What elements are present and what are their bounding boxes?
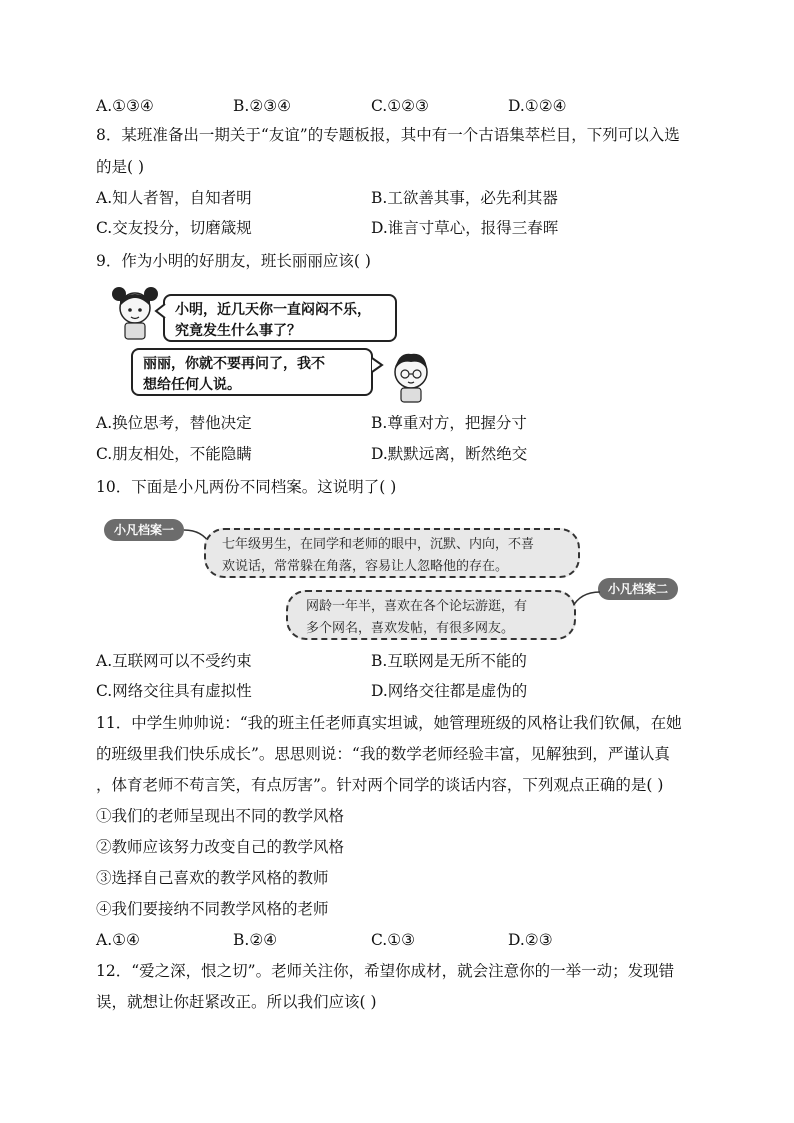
file-one-line1: 七年级男生，在同学和老师的眼中，沉默、内向，不喜 xyxy=(222,537,535,552)
q11-line2: 的班级里我们快乐成长”。思思则说：“我的数学老师经验丰富，见解独到，严谨认真 xyxy=(96,745,670,763)
q10-option-a[interactable]: A.互联网可以不受约束 xyxy=(96,652,252,670)
q9-stem: 9．作为小明的好朋友，班长丽丽应该( ) xyxy=(96,252,371,270)
q11-option-b[interactable]: B.②④ xyxy=(233,931,278,949)
q9-option-d[interactable]: D.默默远离，断然绝交 xyxy=(371,445,528,463)
q8-option-c[interactable]: C.交友投分，切磨箴规 xyxy=(96,219,252,237)
speech-bubble-lili xyxy=(163,294,397,342)
q11-option-d[interactable]: D.②③ xyxy=(508,931,553,949)
file-one-line2: 欢说话，常常躲在角落，容易让人忽略他的存在。 xyxy=(222,559,509,574)
q8-option-b[interactable]: B.工欲善其事，必先利其器 xyxy=(371,189,558,207)
q8-stem-line1: 8．某班准备出一期关于“友谊”的专题板报，其中有一个古语集萃栏目，下列可以入选 xyxy=(96,126,680,144)
girl-character-icon xyxy=(110,286,160,342)
q10-stem: 10．下面是小凡两份不同档案。这说明了( ) xyxy=(96,478,397,496)
q10-option-b[interactable]: B.互联网是无所不能的 xyxy=(371,652,527,670)
bubble-lili-tail xyxy=(156,304,166,318)
file-two-line1: 网龄一年半，喜欢在各个论坛游逛，有 xyxy=(306,599,528,614)
q7-option-c[interactable]: C.①②③ xyxy=(371,97,429,115)
q12-line2: 误，就想让你赶紧改正。所以我们应该( ) xyxy=(96,993,377,1011)
q11-item-3: ③选择自己喜欢的教学风格的教师 xyxy=(96,869,329,887)
bubble-lili-line2: 究竟发生什么事了？ xyxy=(175,323,301,339)
q11-item-4: ④我们要接纳不同教学风格的老师 xyxy=(96,900,329,918)
speech-bubble-xiaoming xyxy=(131,348,373,396)
bubble-xiaoming-line2: 想给任何人说。 xyxy=(143,377,241,393)
q8-option-d[interactable]: D.谁言寸草心，报得三春晖 xyxy=(371,219,559,237)
q7-option-d[interactable]: D.①②④ xyxy=(508,97,567,115)
q8-stem-line2: 的是( ) xyxy=(96,158,145,176)
q7-option-a[interactable]: A.①③④ xyxy=(96,97,154,115)
q11-line3: ，体育老师不苟言笑，有点厉害”。针对两个同学的谈话内容，下列观点正确的是( ) xyxy=(96,776,664,794)
file-two-line2: 多个网名，喜欢发帖，有很多网友。 xyxy=(306,621,515,636)
bubble-lili-line1: 小明，近几天你一直闷闷不乐， xyxy=(175,302,371,318)
q7-option-b[interactable]: B.②③④ xyxy=(233,97,292,115)
q10-option-d[interactable]: D.网络交往都是虚伪的 xyxy=(371,682,528,700)
q9-option-c[interactable]: C.朋友相处，不能隐瞒 xyxy=(96,445,252,463)
bubble-xiaoming-line1: 丽丽，你就不要再问了，我不 xyxy=(143,356,325,372)
q11-option-a[interactable]: A.①④ xyxy=(96,931,140,949)
q11-item-1: ①我们的老师呈现出不同的教学风格 xyxy=(96,807,345,825)
bubble-xiaoming-tail xyxy=(371,358,383,372)
file-two-box xyxy=(286,590,576,640)
file-one-box xyxy=(204,528,580,578)
q11-line1: 11．中学生帅帅说：“我的班主任老师真实坦诚，她管理班级的风格让我们钦佩，在她 xyxy=(96,714,682,732)
q11-item-2: ②教师应该努力改变自己的教学风格 xyxy=(96,838,345,856)
q9-option-b[interactable]: B.尊重对方，把握分寸 xyxy=(371,414,527,432)
boy-character-icon xyxy=(388,350,434,404)
file-one-tag: 小凡档案一 xyxy=(104,519,184,541)
q12-line1: 12．“爱之深，恨之切”。老师关注你，希望你成材，就会注意你的一举一动；发现错 xyxy=(96,962,675,980)
q10-option-c[interactable]: C.网络交往具有虚拟性 xyxy=(96,682,252,700)
file-two-tag: 小凡档案二 xyxy=(598,578,678,600)
q8-option-a[interactable]: A.知人者智，自知者明 xyxy=(96,189,252,207)
q9-option-a[interactable]: A.换位思考，替他决定 xyxy=(96,414,252,432)
q11-option-c[interactable]: C.①③ xyxy=(371,931,416,949)
